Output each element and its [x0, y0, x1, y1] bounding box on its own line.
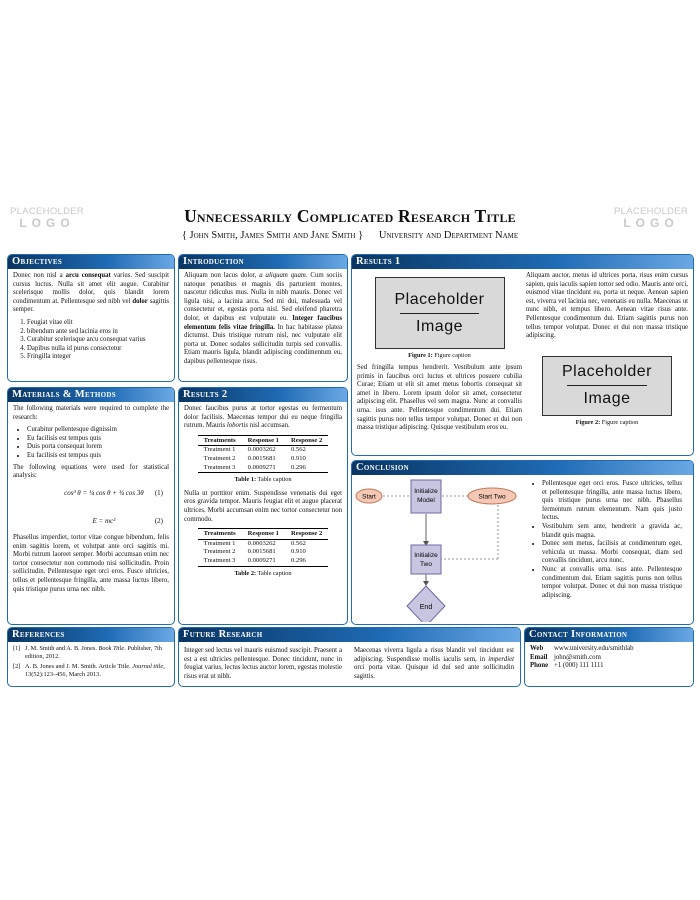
flow-label: Initialize: [414, 552, 438, 559]
objectives-block: [7, 254, 175, 382]
contact-email: Email john@smith.com: [530, 653, 601, 661]
logo-text: PLACEHOLDER: [10, 206, 85, 217]
methods-paragraph: The following materials were required to complete the research:: [13, 405, 169, 421]
flow-label: Two: [420, 561, 432, 568]
email-link[interactable]: john@smith.com: [554, 653, 601, 661]
equation: cos³ θ = ¼ cos θ + ¾ cos 3θ (1): [64, 488, 163, 497]
table-row: Treatment 1 0.0003262 0.562: [203, 539, 306, 547]
flow-label: Start Two: [478, 493, 506, 501]
references-heading: References: [8, 628, 174, 642]
flow-label: Model: [417, 497, 435, 504]
logo-left: [10, 207, 84, 230]
list-item: • Duis porta consequat lorem: [27, 443, 169, 452]
phone-number: +1 (000) 111 1111: [554, 662, 604, 670]
poster-authors: [90, 230, 610, 241]
flow-label: Initialize: [414, 488, 438, 495]
introduction-block: [178, 254, 348, 382]
table-row: Treatment 3 0.0009271 0.296: [198, 464, 329, 473]
future-heading: Future Research: [179, 628, 520, 642]
future-block: [178, 627, 521, 687]
results1-heading: Results 1: [352, 255, 693, 269]
placeholder-image: Placeholder Image: [542, 356, 672, 416]
references-block: [7, 627, 175, 687]
results1-block: [351, 254, 694, 456]
reference-item: [2] A. B. Jones and J. M. Smith. Article Title. Journal title, 13(52):123–456, March 2013.: [13, 663, 165, 678]
logo-text: LOGO: [623, 215, 679, 230]
logo-text: PLACEHOLDER: [614, 206, 689, 217]
logo-text: LOGO: [19, 215, 75, 230]
list-item: • Nunc at convallis urna. isus ante. Pellentesque condimentum dui. Etiam sagittis purus non tellus tempor volutpat. Donec et dui non massa tristique adipiscing.: [542, 566, 682, 600]
affiliation: University and Department Name: [378, 230, 519, 241]
future-paragraph: Maecenas viverra ligula a risus blandit vel tincidunt est adipiscing. Suspendisse mollis iaculis sem, in imperdiet orci porta vitae. Quisque id dui sed ante sollicitudin sagittis.: [354, 647, 514, 680]
list-item: • Pellentesque eget orci eros. Fusce ultricies, tellus et pellentesque fringilla, ante massa luctus libero, quis tristique purus urna nec nibh. Phasellus fermentum rutrum elementum. Nam quis justo lectus.: [542, 480, 682, 523]
contact-web: Web www.university.edu/smithlab: [530, 645, 634, 652]
flow-arrowhead: [423, 581, 429, 586]
methods-heading: Materials & Methods: [8, 388, 174, 402]
list-item: • Vestibulum sem ante, hendrerit a gravida ac, blandit quis magna.: [542, 523, 682, 540]
table-caption: Table 2: Table caption: [234, 569, 292, 577]
methods-paragraph: Phasellus imperdiet, tortor vitae congue bibendum, felis enim sagittis lorem, et volutpat ante orci sagittis mi. Morbi rutrum laoreet semper. Morbi accumsan enim nec tortor consectetur non commodo nisi sollicitudin. Proin sollicitudin. Pellentesque eget orci eros. Fusce ultricies, tellus et pellentesque fringilla, ante massa luctus libero, quis tristique purus urna nec nibh.: [13, 533, 169, 593]
table-row: Treatment 3 0.0009271 0.296: [198, 557, 329, 566]
list-item: • Donec sem metus, facilisis at condimentum eget, vehicula ut massa. Morbi consequat, diam sed convallis tincidunt, arcu nunc.: [542, 540, 682, 566]
introduction-heading: Introduction: [179, 255, 347, 269]
table-row: Treatment 1 0.0003262 0.562: [203, 446, 306, 454]
list-item: 3. Curabitur scelerisque arcu consequat varius: [27, 336, 169, 345]
list-item: 4. Dapibus nulla id purus consectetur: [27, 345, 169, 354]
objectives-paragraph: Donec non nisl a arcu consequat varius. Sed suscipit cursus luctus. Nulla sit amet elit augue. Curabitur scelerisque mollis dolor, quis blandit lorem condimentum at. Pellentesque sed nibh vel dolor sagittis semper.: [13, 272, 169, 314]
methods-list: [13, 426, 169, 460]
contact-block: [524, 627, 694, 687]
methods-block: [7, 387, 175, 625]
list-item: • Curabitur pellentesque dignissim: [27, 426, 169, 435]
objectives-list: [13, 319, 169, 362]
placeholder-image: Placeholder Image: [375, 277, 505, 349]
flow-label: Start: [362, 493, 376, 501]
flow-node-init-two: [411, 545, 441, 574]
conclusion-heading: Conclusion: [352, 461, 693, 475]
results1-paragraph: Sed fringilla tempus hendrerit. Vestibulum ante ipsum primis in faucibus orci luctus et ultrices posuere cubilia Curae; Etiam ut elit sit amet metus lobortis consequat sit amet in libero. Lorem ipsum dolor sit amet, consectetur adipiscing elit. Phasellus vel sem magna. Nunc at convallis urna. isus ante. Pellentesque condimentum dui. Etiam sagittis purus non tellus tempor volutpat. Donec et dui non massa tristique adipiscing. Quisque vestibulum eros eu.: [357, 364, 522, 432]
list-item: • Eu facilisis est tempus quis: [27, 435, 169, 444]
table-caption: Table 1: Table caption: [234, 476, 292, 484]
poster-title: Unnecessarily Complicated Research Title: [184, 206, 516, 226]
results-table: Treatments Response 1 Response 2 Treatment 1 0.0003262 0.562 Treatment 2 0.0015681 0.910 Treatment 3 0.0009271 0.296: [198, 528, 329, 566]
results2-heading: Results 2: [179, 388, 347, 402]
conclusion-list: [532, 480, 682, 600]
list-item: 1. Feugiat vitae elit: [27, 319, 169, 328]
conclusion-block: [351, 460, 694, 625]
figure-caption: Figure 1: Figure caption: [408, 352, 471, 359]
objectives-heading: Objectives: [8, 255, 174, 269]
figure-caption: Figure 2: Figure caption: [575, 418, 639, 426]
web-link[interactable]: www.university.edu/smithlab: [554, 645, 634, 652]
contact-heading: Contact Information: [525, 628, 693, 642]
results-table: Treatments Response 1 Response 2 Treatment 1 0.0003262 0.562 Treatment 2 0.0015681 0.910 Treatment 3 0.0009271 0.296: [198, 435, 329, 473]
reference-item: [1] J. M. Smith and A. B. Jones. Book Title. Publisher, 7th edition, 2012.: [13, 645, 163, 660]
logo-right: [614, 207, 688, 230]
list-item: 2. bibendum ante sed lacinia eros in: [27, 328, 169, 337]
future-paragraph: Integer sed lectus vel mauris euismod suscipit. Praesent a est a est ultricies pellentesque. Donec tincidunt, nunc in feugiat varius, lectus lectus auctor lorem, egestas molestie risus erat ut nibh.: [184, 647, 342, 680]
list-item: • Eu facilisis est tempus quis: [27, 452, 169, 461]
methods-paragraph: The following equations were used for statistical analysis:: [13, 463, 169, 480]
results2-block: [178, 387, 348, 625]
introduction-paragraph: Aliquam non lacus dolor, a aliquam quam. Cum sociis natoque penatibus et magnis dis parturient montes, nascetur ridiculus mus. Nulla in nibh mauris. Donec vel ligula nisi, a lacinia arcu. Sed mi dui, malesuada vel consectetur et, egestas porta nisl. Sed eleifend pharetra dolor, et dapibus est vulputate eu. Integer faucibus elementum felis vitae fringilla. In hac habitasse platea dictumst. Duis tristique rutrum nisl, nec vulputate elit porta ut. Donec sodales sollicitudin turpis sed convallis. Etiam mauris ligula, blandit adipiscing condimentum eu, dapibus pellentesque risus.: [184, 272, 342, 365]
equation: E = mc² (2): [92, 517, 163, 526]
table-row: Treatment 2 0.0015681 0.910: [203, 548, 306, 556]
list-item: 5. Fringilla integer: [27, 353, 169, 362]
author-list: { John Smith, James Smith and Jane Smith }: [181, 230, 364, 241]
table-row: Treatment 2 0.0015681 0.910: [203, 454, 306, 462]
flow-label: End: [419, 604, 433, 611]
flowchart: [354, 477, 536, 622]
contact-phone: Phone +1 (000) 111 1111: [530, 662, 604, 670]
results2-paragraph: Nulla ut porttitor enim. Suspendisse venenatis dui eget eros gravida tempor. Mauris feugiat elit et augue placerat ultrices. Morbi accumsan enim nec tortor consectetur non commodo.: [184, 489, 342, 523]
results2-paragraph: Donec faucibus purus at tortor egestas eu fermentum dolor facilisis. Maecenas tempor dui eu neque fringilla rutrum. Mauris lobortis nisl accumsan.: [184, 405, 342, 430]
results1-paragraph: Aliquam auctor, metus id ultrices porta, risus enim cursus sapien, quis iaculis sapien tortor sed odio. Mauris ante orci, euismod vitae tincidunt eu, porta ut neque. Aenean sapien est, viverra vel lacinia nec, venenatis eu nulla. Maecenas ut nunc nibh, et tempus libero. Aenean vitae risus ante. Pellentesque condimentum dui. Etiam sagittis purus non tellus tempor volutpat. Donec et dui non massa tristique adipiscing.: [526, 272, 688, 340]
